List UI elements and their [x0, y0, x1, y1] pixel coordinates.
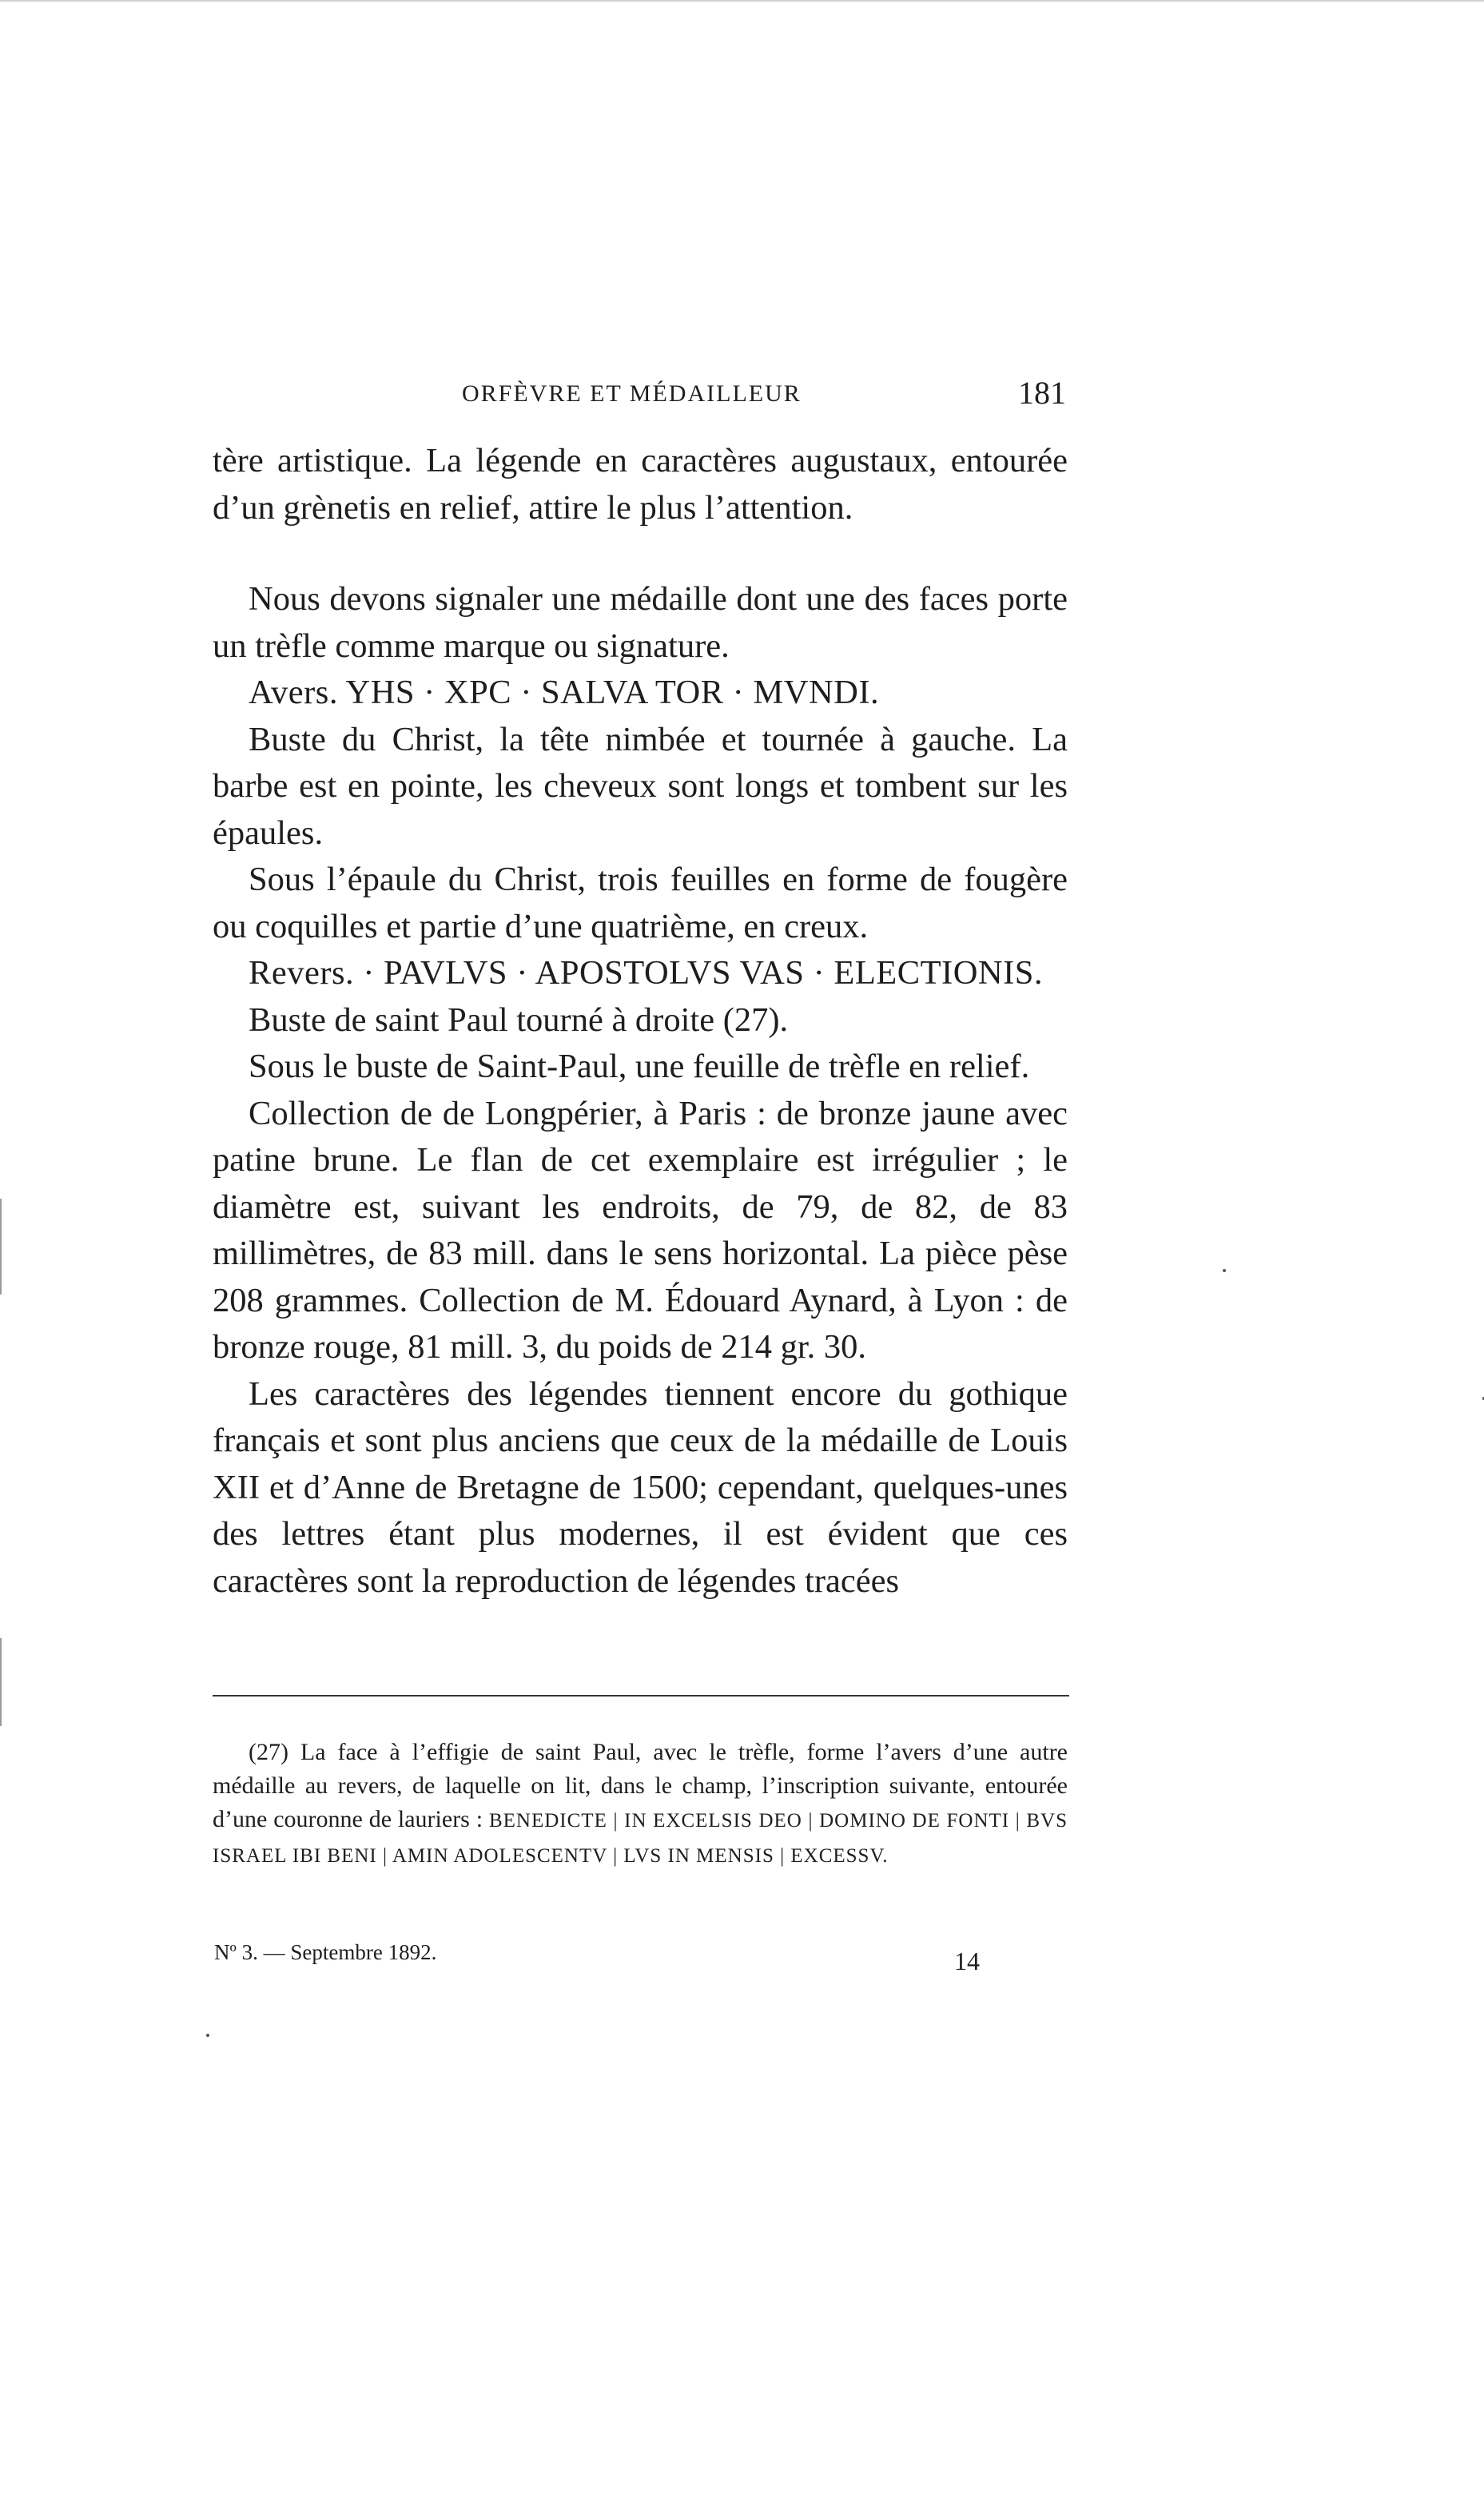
paragraph-revers: Revers. · PAVLVS · APOSTOLVS VAS · ELECTIONIS.: [249, 954, 1044, 992]
scan-edge-mark: [0, 1199, 2, 1295]
page-number: 181: [1018, 375, 1066, 411]
paragraph: Nous devons signaler une médaille dont une des faces porte un trèfle comme marque ou signature.: [213, 580, 1068, 665]
footnote: [213, 1736, 1068, 1873]
scan-top-edge: [0, 0, 1484, 6]
paragraph: Sous l’épaule du Christ, trois feuilles en forme de fougère ou coquilles et partie d’une quatrième, en creux.: [213, 861, 1068, 945]
footnote-rule: [213, 1695, 1069, 1697]
issue-line: Nº 3. — Septembre 1892.: [214, 1940, 437, 1964]
main-text: [213, 438, 1068, 1605]
page-footer: [213, 1940, 1068, 1975]
sheet-number: 14: [954, 1947, 980, 1975]
paragraph: Buste de saint Paul tourné à droite (27).: [249, 1000, 789, 1039]
footnote-inscription: BENEDICTE | IN EXCELSIS DEO | DOMINO DE FONTI | BVS ISRAEL IBI BENI | AMIN ADOLESCENTV | LVS IN MENSIS | EXCESSV.: [213, 1810, 1068, 1867]
footnote-body: (27) La face à l’effigie de saint Paul, avec le trèfle, forme l’avers d’une autre médaille au revers, de laquelle on lit, dans le champ, l’inscription suivante, entourée d’une couronne de lauriers :: [213, 1739, 1068, 1832]
running-head: ORFÈVRE ET MÉDAILLEUR: [462, 380, 802, 407]
paragraph-avers: Avers. YHS · XPC · SALVA TOR · MVNDI.: [249, 674, 880, 711]
paragraph: Les caractères des légendes tiennent encore du gothique français et sont plus anciens que ceux de la médaille de Louis XII et d’Anne de Bretagne de 1500; cependant, quelques-unes des lettres étant plus modernes, il est évident que ces caractères sont la reproduction de légendes tracées: [213, 1374, 1068, 1600]
paragraph: Buste du Christ, la tête nimbée et tournée à gauche. La barbe est en pointe, les cheveux sont longs et tombent sur les épaules.: [213, 720, 1068, 852]
paragraph: tère artistique. La légende en caractères augustaux, entourée d’un grènetis en relief, attire le plus l’attention.: [213, 442, 1068, 527]
page-header: [214, 374, 1068, 419]
scan-speck: [206, 2034, 209, 2037]
scan-edge-mark: [0, 1638, 2, 1726]
paragraph: Collection de de Longpérier, à Paris : de bronze jaune avec patine brune. Le flan de cet exemplaire est irrégulier ; le diamètre est, suivant les endroits, de 79, de 82, de 83 millimètres, de 83 mill. dans le sens horizontal. La pièce pèse 208 grammes. Collection de M. Édouard Aynard, à Lyon : de bronze rouge, 81 mill. 3, du poids de 214 gr. 30.: [213, 1094, 1068, 1366]
scan-speck: [1223, 1269, 1226, 1272]
footnote-text: [213, 1736, 1068, 1873]
paragraph: Sous le buste de Saint-Paul, une feuille de trèfle en relief.: [249, 1048, 1030, 1085]
